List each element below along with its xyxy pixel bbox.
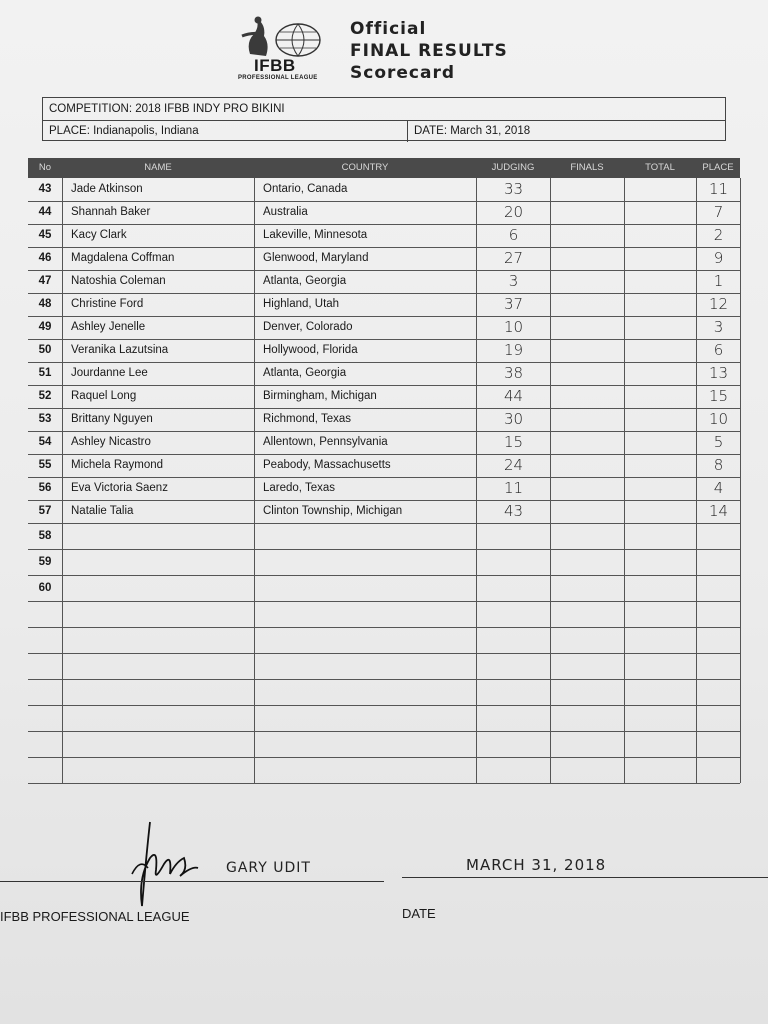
cell-finals — [550, 293, 624, 316]
cell-total — [624, 270, 696, 293]
cell-country: Hollywood, Florida — [254, 339, 476, 362]
cell-place — [696, 757, 740, 783]
table-row — [28, 757, 740, 784]
cell-finals — [550, 731, 624, 757]
cell-judging — [476, 627, 550, 653]
signature — [128, 818, 208, 910]
place-field: PLACE: Indianapolis, Indiana — [49, 125, 199, 137]
cell-total — [624, 705, 696, 731]
competition-row — [43, 98, 725, 121]
column-header-name: NAME — [144, 162, 172, 173]
cell-place — [696, 627, 740, 653]
cell-finals — [550, 178, 624, 201]
cell-no: 52 — [38, 390, 52, 402]
cell-total — [624, 601, 696, 627]
cell-total — [624, 362, 696, 385]
table-row — [28, 316, 740, 340]
table-row — [28, 523, 740, 550]
cell-country: Atlanta, Georgia — [254, 362, 476, 385]
cell-finals — [550, 575, 624, 601]
table-row — [28, 224, 740, 248]
date-line — [402, 877, 768, 878]
cell-name: Ashley Jenelle — [62, 316, 254, 339]
table-row — [28, 408, 740, 432]
cell-no — [28, 731, 62, 757]
cell-country: Allentown, Pennsylvania — [254, 431, 476, 454]
cell-total — [624, 549, 696, 575]
table-row — [28, 454, 740, 478]
table-row — [28, 601, 740, 628]
cell-name — [62, 731, 254, 757]
cell-judging: 10 — [476, 316, 550, 339]
org-label: IFBB PROFESSIONAL LEAGUE — [0, 909, 190, 924]
cell-judging: 24 — [476, 454, 550, 477]
cell-name — [62, 705, 254, 731]
cell-total — [624, 178, 696, 201]
cell-total — [624, 408, 696, 431]
row-right-border — [740, 385, 741, 408]
cell-no: 47 — [38, 275, 52, 287]
cell-country: Clinton Township, Michigan — [254, 500, 476, 523]
competition-field: COMPETITION: 2018 IFBB INDY PRO BIKINI — [49, 103, 285, 115]
cell-place: 4 — [696, 477, 740, 500]
cell-place: 5 — [696, 431, 740, 454]
cell-country: Laredo, Texas — [254, 477, 476, 500]
cell-judging — [476, 757, 550, 783]
cell-finals — [550, 316, 624, 339]
cell-no: 48 — [38, 298, 52, 310]
cell-place: 10 — [696, 408, 740, 431]
cell-no: 44 — [38, 206, 52, 218]
table-row — [28, 705, 740, 732]
cell-name — [62, 575, 254, 601]
cell-country — [254, 601, 476, 627]
table-row — [28, 293, 740, 317]
cell-name: Eva Victoria Saenz — [62, 477, 254, 500]
cell-name — [62, 523, 254, 549]
cell-name: Raquel Long — [62, 385, 254, 408]
row-right-border — [740, 339, 741, 362]
cell-country — [254, 549, 476, 575]
cell-judging: 15 — [476, 431, 550, 454]
cell-finals — [550, 549, 624, 575]
cell-name: Magdalena Coffman — [62, 247, 254, 270]
row-right-border — [740, 601, 741, 627]
cell-judging — [476, 523, 550, 549]
cell-name — [62, 757, 254, 783]
cell-place: 13 — [696, 362, 740, 385]
date-field: DATE: March 31, 2018 — [407, 120, 725, 142]
cell-no — [28, 653, 62, 679]
cell-finals — [550, 362, 624, 385]
cell-no — [28, 705, 62, 731]
cell-place — [696, 705, 740, 731]
cell-no: 49 — [38, 321, 52, 333]
cell-name: Kacy Clark — [62, 224, 254, 247]
cell-finals — [550, 201, 624, 224]
handwritten-date: MARCH 31, 2018 — [466, 856, 607, 874]
cell-name — [62, 679, 254, 705]
place-date-row — [43, 120, 725, 142]
signature-line — [0, 881, 384, 882]
cell-place: 14 — [696, 500, 740, 523]
table-row — [28, 362, 740, 386]
cell-no: 59 — [38, 556, 52, 568]
cell-judging — [476, 731, 550, 757]
row-right-border — [740, 575, 741, 601]
cell-country — [254, 679, 476, 705]
title-line-1: Official — [350, 19, 427, 39]
row-right-border — [740, 224, 741, 247]
cell-total — [624, 653, 696, 679]
cell-no: 50 — [38, 344, 52, 356]
logo-text: IFBB — [254, 56, 296, 75]
cell-name: Natoshia Coleman — [62, 270, 254, 293]
cell-finals — [550, 339, 624, 362]
cell-place — [696, 575, 740, 601]
cell-no: 58 — [38, 530, 52, 542]
cell-judging: 43 — [476, 500, 550, 523]
row-right-border — [740, 247, 741, 270]
cell-finals — [550, 500, 624, 523]
row-right-border — [740, 627, 741, 653]
row-right-border — [740, 178, 741, 201]
cell-country — [254, 575, 476, 601]
cell-place: 12 — [696, 293, 740, 316]
logo-subtitle: PROFESSIONAL LEAGUE — [238, 75, 318, 81]
table-row — [28, 270, 740, 294]
table-row — [28, 731, 740, 758]
cell-judging: 44 — [476, 385, 550, 408]
cell-country: Atlanta, Georgia — [254, 270, 476, 293]
competition-info-box — [42, 97, 726, 141]
cell-no: 51 — [38, 367, 52, 379]
cell-judging: 3 — [476, 270, 550, 293]
cell-judging: 19 — [476, 339, 550, 362]
cell-no: 55 — [38, 459, 52, 471]
row-right-border — [740, 653, 741, 679]
title-line-2: FINAL RESULTS — [350, 41, 508, 61]
cell-judging: 33 — [476, 178, 550, 201]
cell-country — [254, 705, 476, 731]
cell-name: Jourdanne Lee — [62, 362, 254, 385]
cell-place: 15 — [696, 385, 740, 408]
cell-country: Glenwood, Maryland — [254, 247, 476, 270]
cell-judging — [476, 601, 550, 627]
table-row — [28, 477, 740, 501]
cell-total — [624, 385, 696, 408]
cell-no: 56 — [38, 482, 52, 494]
cell-judging — [476, 679, 550, 705]
cell-total — [624, 477, 696, 500]
cell-total — [624, 431, 696, 454]
cell-place — [696, 679, 740, 705]
cell-finals — [550, 679, 624, 705]
cell-country: Denver, Colorado — [254, 316, 476, 339]
cell-country — [254, 627, 476, 653]
column-header-place: PLACE — [702, 162, 734, 173]
cell-no: 45 — [38, 229, 52, 241]
table-row — [28, 679, 740, 706]
cell-judging — [476, 653, 550, 679]
cell-no: 43 — [38, 183, 52, 195]
cell-total — [624, 224, 696, 247]
cell-total — [624, 627, 696, 653]
title-line-3: Scorecard — [350, 63, 456, 83]
row-right-border — [740, 757, 741, 783]
cell-finals — [550, 705, 624, 731]
cell-finals — [550, 408, 624, 431]
cell-place — [696, 549, 740, 575]
cell-finals — [550, 523, 624, 549]
cell-name: Brittany Nguyen — [62, 408, 254, 431]
cell-no — [28, 757, 62, 783]
cell-judging: 38 — [476, 362, 550, 385]
cell-judging: 6 — [476, 224, 550, 247]
cell-place: 8 — [696, 454, 740, 477]
cell-place: 2 — [696, 224, 740, 247]
table-row — [28, 549, 740, 576]
cell-total — [624, 247, 696, 270]
cell-judging — [476, 705, 550, 731]
column-header-judging: JUDGING — [491, 162, 535, 173]
row-right-border — [740, 201, 741, 224]
cell-total — [624, 731, 696, 757]
cell-no: 57 — [38, 505, 52, 517]
cell-finals — [550, 224, 624, 247]
cell-country: Australia — [254, 201, 476, 224]
cell-country: Ontario, Canada — [254, 178, 476, 201]
row-right-border — [740, 679, 741, 705]
cell-name — [62, 549, 254, 575]
cell-country — [254, 757, 476, 783]
cell-country: Peabody, Massachusetts — [254, 454, 476, 477]
cell-judging — [476, 549, 550, 575]
cell-judging — [476, 575, 550, 601]
cell-name — [62, 627, 254, 653]
cell-no — [28, 627, 62, 653]
cell-finals — [550, 431, 624, 454]
cell-total — [624, 339, 696, 362]
cell-judging: 27 — [476, 247, 550, 270]
table-row — [28, 178, 740, 202]
cell-place: 11 — [696, 178, 740, 201]
cell-no: 46 — [38, 252, 52, 264]
cell-judging: 11 — [476, 477, 550, 500]
cell-name: Shannah Baker — [62, 201, 254, 224]
cell-judging: 30 — [476, 408, 550, 431]
cell-place: 9 — [696, 247, 740, 270]
cell-name: Natalie Talia — [62, 500, 254, 523]
cell-name: Veranika Lazutsina — [62, 339, 254, 362]
cell-name — [62, 653, 254, 679]
cell-country: Birmingham, Michigan — [254, 385, 476, 408]
row-right-border — [740, 408, 741, 431]
table-row — [28, 627, 740, 654]
cell-place — [696, 653, 740, 679]
column-header-country: COUNTRY — [341, 162, 389, 173]
row-right-border — [740, 454, 741, 477]
row-right-border — [740, 477, 741, 500]
row-right-border — [740, 731, 741, 757]
cell-place — [696, 523, 740, 549]
cell-total — [624, 454, 696, 477]
cell-finals — [550, 385, 624, 408]
cell-name — [62, 601, 254, 627]
cell-country: Highland, Utah — [254, 293, 476, 316]
cell-finals — [550, 270, 624, 293]
column-header-total: TOTAL — [645, 162, 675, 173]
cell-judging: 20 — [476, 201, 550, 224]
column-header-finals: FINALS — [570, 162, 604, 173]
cell-place: 1 — [696, 270, 740, 293]
table-row — [28, 385, 740, 409]
row-right-border — [740, 316, 741, 339]
cell-finals — [550, 653, 624, 679]
row-right-border — [740, 705, 741, 731]
row-right-border — [740, 431, 741, 454]
cell-total — [624, 500, 696, 523]
cell-total — [624, 523, 696, 549]
cell-no: 54 — [38, 436, 52, 448]
cell-total — [624, 575, 696, 601]
cell-place: 7 — [696, 201, 740, 224]
cell-finals — [550, 477, 624, 500]
cell-country — [254, 523, 476, 549]
cell-no — [28, 679, 62, 705]
column-header-no: No — [38, 162, 52, 173]
date-label: DATE — [402, 906, 436, 921]
cell-country: Lakeville, Minnesota — [254, 224, 476, 247]
cell-total — [624, 201, 696, 224]
cell-judging: 37 — [476, 293, 550, 316]
document-title — [350, 18, 508, 84]
row-right-border — [740, 293, 741, 316]
row-right-border — [740, 523, 741, 549]
table-row — [28, 201, 740, 225]
cell-finals — [550, 601, 624, 627]
cell-no — [28, 601, 62, 627]
table-header — [28, 158, 740, 178]
cell-no: 60 — [38, 582, 52, 594]
cell-place: 3 — [696, 316, 740, 339]
cell-place — [696, 601, 740, 627]
row-right-border — [740, 362, 741, 385]
cell-name: Ashley Nicastro — [62, 431, 254, 454]
table-row — [28, 653, 740, 680]
cell-country — [254, 731, 476, 757]
table-row — [28, 500, 740, 524]
table-row — [28, 339, 740, 363]
cell-name: Christine Ford — [62, 293, 254, 316]
cell-finals — [550, 627, 624, 653]
cell-finals — [550, 247, 624, 270]
row-right-border — [740, 500, 741, 523]
cell-finals — [550, 454, 624, 477]
cell-name: Jade Atkinson — [62, 178, 254, 201]
cell-total — [624, 293, 696, 316]
cell-total — [624, 316, 696, 339]
table-row — [28, 575, 740, 602]
cell-place: 6 — [696, 339, 740, 362]
cell-place — [696, 731, 740, 757]
table-row — [28, 431, 740, 455]
table-row — [28, 247, 740, 271]
row-right-border — [740, 549, 741, 575]
cell-country — [254, 653, 476, 679]
cell-total — [624, 757, 696, 783]
cell-total — [624, 679, 696, 705]
cell-finals — [550, 757, 624, 783]
cell-country: Richmond, Texas — [254, 408, 476, 431]
cell-no: 53 — [38, 413, 52, 425]
row-right-border — [740, 270, 741, 293]
cell-name: Michela Raymond — [62, 454, 254, 477]
judge-name: GARY UDIT — [226, 860, 311, 876]
